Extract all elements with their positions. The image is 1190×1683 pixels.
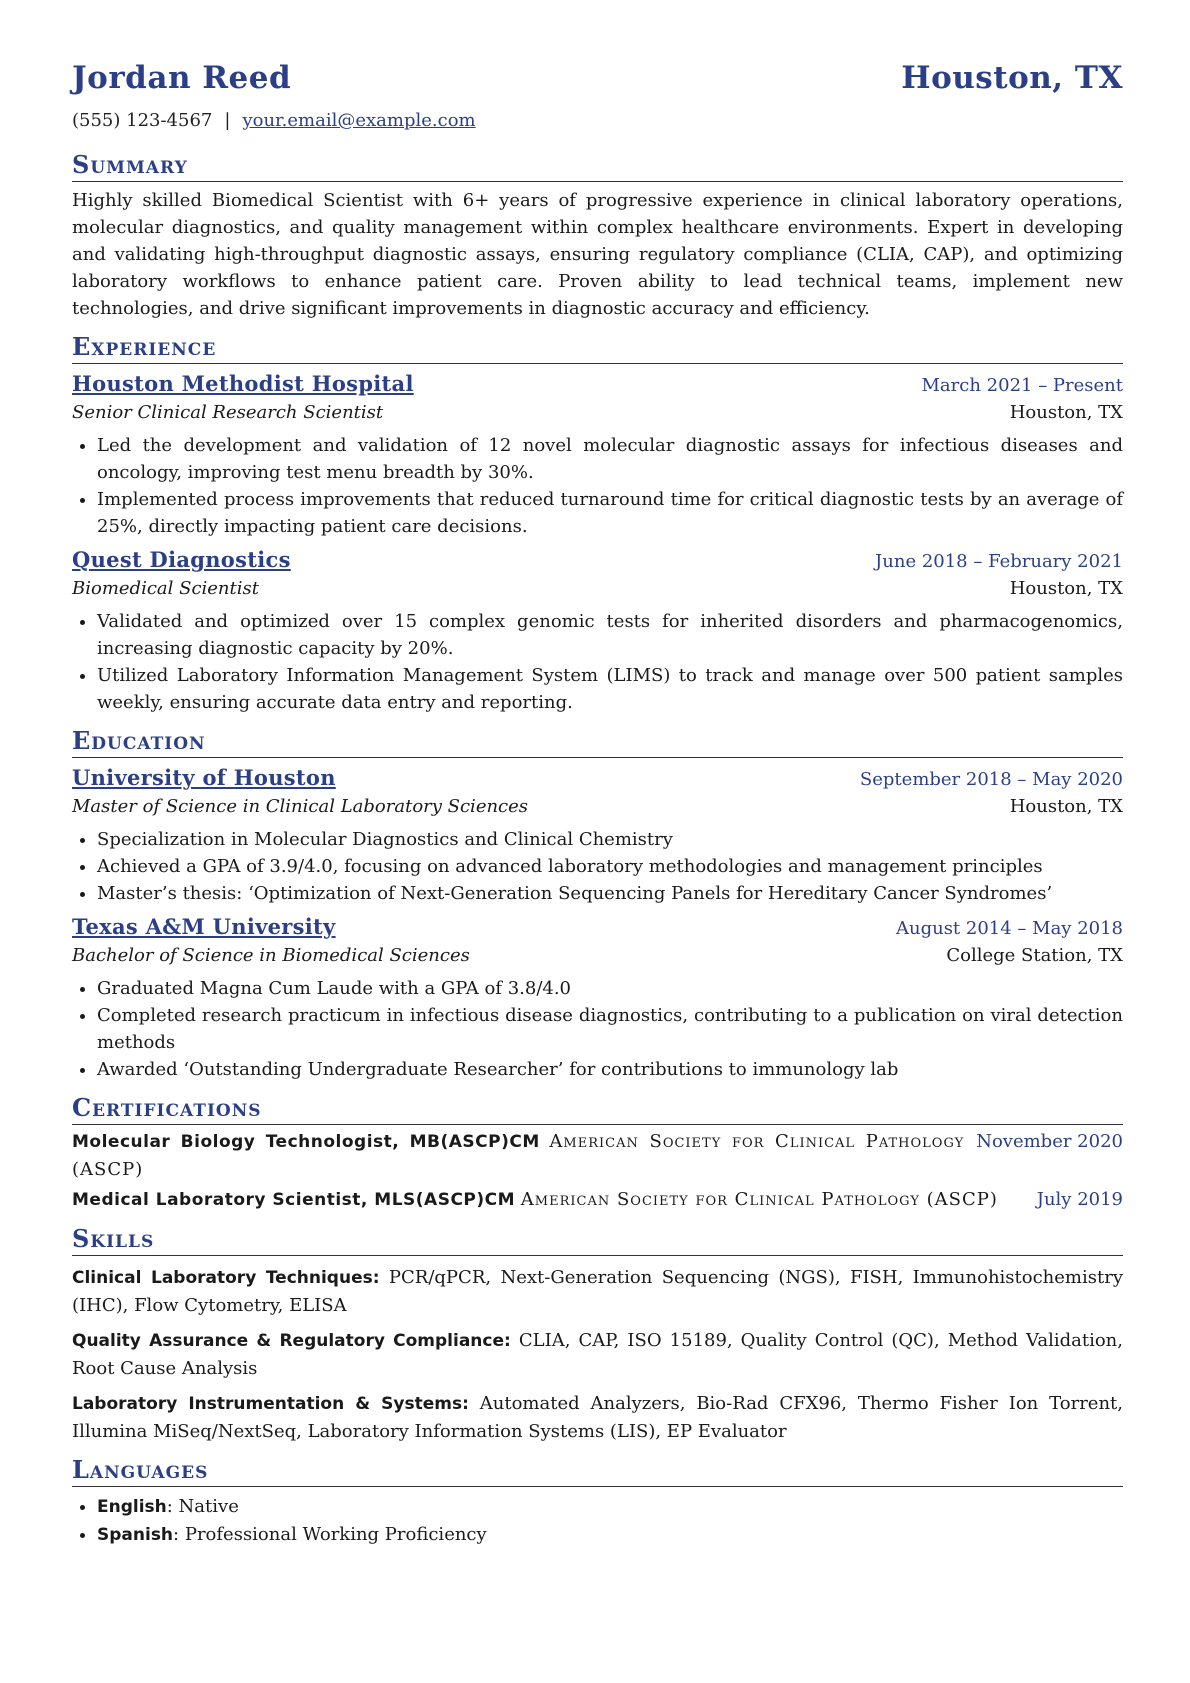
list-item: • Master’s thesis: ‘Optimization of Next-Generation Sequencing Panels for Hereditary Cancer Syndromes’ (97, 880, 1123, 907)
list-item: • Achieved a GPA of 3.9/4.0, focusing on advanced laboratory methodologies and management principles (97, 853, 1123, 880)
section-title-education: Education (72, 726, 1123, 758)
education-bullets (72, 975, 1123, 1083)
list-item: • Implemented process improvements that reduced turnaround time for critical diagnostic tests by an average of 25%, directly impacting patient care decisions. (97, 486, 1123, 540)
job-bullets (72, 608, 1123, 716)
list-item (97, 1493, 1123, 1521)
experience-entry (72, 546, 1123, 716)
certification-issuer: American Society for Clinical Pathology (ASCP) (72, 1131, 965, 1180)
language-name: Spanish (97, 1525, 174, 1545)
degree-title: Bachelor of Science in Biomedical Sciences (72, 945, 470, 966)
contact-line (72, 110, 1123, 140)
resume-header (72, 60, 1123, 104)
list-item: • Graduated Magna Cum Laude with a GPA of 3.8/4.0 (97, 975, 1123, 1002)
certification-item (72, 1128, 1123, 1183)
certification-date: November 2020 (976, 1131, 1123, 1152)
job-location: Houston, TX (1009, 402, 1123, 423)
certification-name: Medical Laboratory Scientist, MLS(ASCP)CM (72, 1190, 516, 1210)
certification-name: Molecular Biology Technologist, MB(ASCP)CM (72, 1132, 540, 1152)
list-item: • Led the development and validation of 12 novel molecular diagnostic assays for infectious diseases and oncology, improving test menu breadth by 30%. (97, 432, 1123, 486)
job-bullets (72, 432, 1123, 540)
section-title-languages: Languages (72, 1455, 1123, 1487)
list-item: • Awarded ‘Outstanding Undergraduate Researcher’ for contributions to immunology lab (97, 1056, 1123, 1083)
experience-entry (72, 370, 1123, 540)
list-item: • Completed research practicum in infectious disease diagnostics, contributing to a publication on viral detection methods (97, 1002, 1123, 1056)
skill-group (72, 1390, 1123, 1445)
school-link[interactable]: Texas A&M University (72, 914, 336, 939)
email-link[interactable]: your.email@example.com (242, 110, 476, 131)
job-title: Senior Clinical Research Scientist (72, 402, 384, 423)
school-dates: August 2014 – May 2018 (895, 918, 1123, 939)
contact-separator: | (224, 110, 231, 131)
resume-page (72, 60, 1123, 1549)
school-location: Houston, TX (1009, 796, 1123, 817)
skill-label: Quality Assurance & Regulatory Compliance: (72, 1331, 511, 1351)
employer-link[interactable]: Houston Methodist Hospital (72, 371, 414, 396)
section-title-summary: Summary (72, 150, 1123, 182)
degree-title: Master of Science in Clinical Laboratory Sciences (72, 796, 529, 817)
school-dates: September 2018 – May 2020 (859, 769, 1123, 790)
skill-label: Laboratory Instrumentation & Systems: (72, 1394, 469, 1414)
skill-group (72, 1327, 1123, 1382)
certification-issuer: American Society for Clinical Pathology (ASCP) (520, 1189, 998, 1210)
skill-label: Clinical Laboratory Techniques: (72, 1268, 380, 1288)
school-link[interactable]: University of Houston (72, 765, 336, 790)
list-item: • Specialization in Molecular Diagnostics and Clinical Chemistry (97, 826, 1123, 853)
job-dates: March 2021 – Present (921, 375, 1123, 396)
education-entry (72, 764, 1123, 907)
certification-date: July 2019 (1036, 1189, 1123, 1210)
section-title-certifications: Certifications (72, 1093, 1123, 1125)
candidate-name: Jordan Reed (72, 60, 292, 96)
phone-number: (555) 123-4567 (72, 110, 213, 131)
section-title-skills: Skills (72, 1224, 1123, 1256)
summary-text: Highly skilled Biomedical Scientist with 6+ years of progressive experience in clinical laboratory operations, molecular diagnostics, and quality management within complex healthcare environments. Expert in developing and validating high-throughput diagnostic assays, ensuring regulatory compliance (CLIA, CAP), and optimizing laboratory workflows to enhance patient care. Proven ability to lead technical teams, implement new technologies, and drive significant improvements in diagnostic accuracy and efficiency. (72, 190, 1123, 319)
list-item: • Utilized Laboratory Information Management System (LIMS) to track and manage over 500 patient samples weekly, ensuring accurate data entry and reporting. (97, 662, 1123, 716)
education-bullets (72, 826, 1123, 907)
language-name: English (97, 1497, 167, 1517)
language-level: : Professional Working Proficiency (173, 1524, 487, 1545)
education-entry (72, 913, 1123, 1083)
job-location: Houston, TX (1009, 578, 1123, 599)
section-title-experience: Experience (72, 332, 1123, 364)
employer-link[interactable]: Quest Diagnostics (72, 547, 291, 572)
candidate-city: Houston, TX (901, 60, 1123, 96)
skill-list: Automated Analyzers, Bio-Rad CFX96, Thermo Fisher Ion Torrent, Illumina MiSeq/NextSeq, Laboratory Information Systems (LIS), EP Evaluator (72, 1393, 1123, 1442)
list-item (97, 1521, 1123, 1549)
school-location: College Station, TX (946, 945, 1123, 966)
language-level: : Native (166, 1496, 239, 1517)
language-list (72, 1493, 1123, 1549)
skill-list: PCR/qPCR, Next-Generation Sequencing (NGS), FISH, Immunohistochemistry (IHC), Flow Cytometry, ELISA (72, 1267, 1123, 1316)
job-title: Biomedical Scientist (72, 578, 259, 599)
job-dates: June 2018 – February 2021 (875, 551, 1123, 572)
certification-item (72, 1186, 1123, 1214)
list-item: • Validated and optimized over 15 complex genomic tests for inherited disorders and pharmacogenomics, increasing diagnostic capacity by 20%. (97, 608, 1123, 662)
skill-list: CLIA, CAP, ISO 15189, Quality Control (QC), Method Validation, Root Cause Analysis (72, 1330, 1123, 1379)
skill-group (72, 1264, 1123, 1319)
